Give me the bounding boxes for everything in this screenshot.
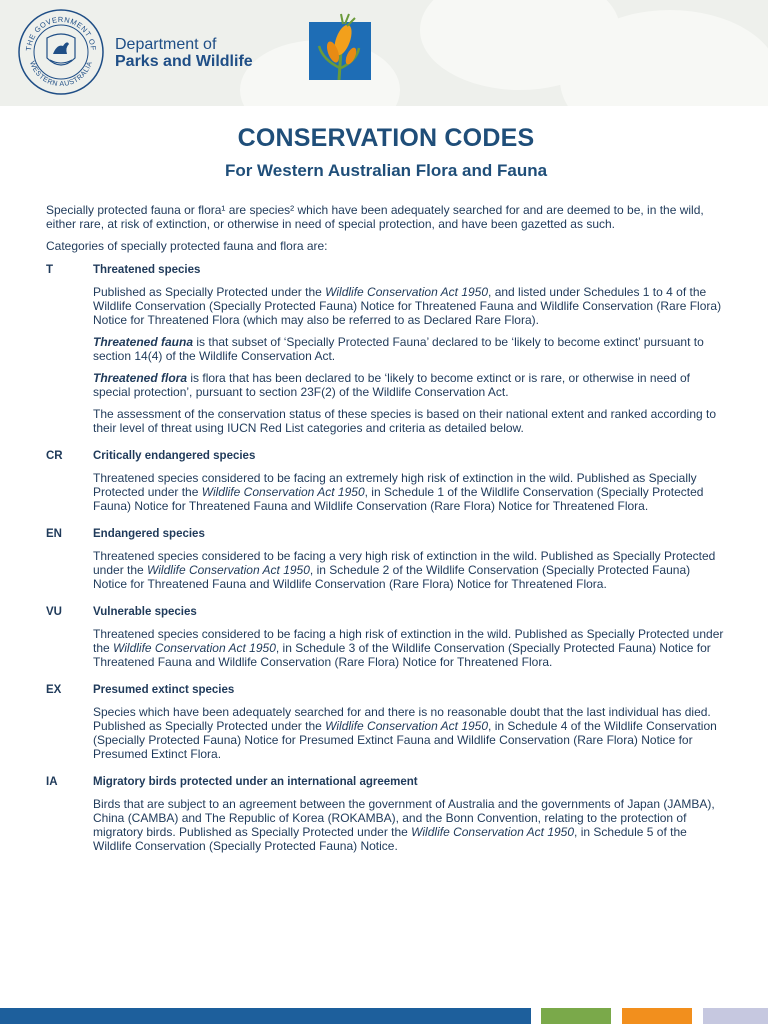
category-body-threatened bbox=[93, 285, 726, 435]
category-paragraph: Threatened flora is flora that has been declared to be ‘likely to become extinct or is rare, or otherwise in need of special protection’, pursuant to section 23F(2) of the Wildlife Conservation Act. bbox=[93, 371, 690, 399]
category-paragraph: Threatened species considered to be facing a very high risk of extinction in the wild. Published as Specially Protected under the Wildlife Conservation Act 1950, in Schedule 2 of the Wildlife Conservation (Specially Protected Fauna) Notice for Threatened Fauna and Wildlife Conservation (Rare Flora) Notice for Threatened Flora. bbox=[93, 549, 716, 591]
category-title: Threatened species bbox=[93, 264, 201, 276]
category-heading-threatened bbox=[46, 264, 726, 276]
document-body bbox=[46, 124, 726, 868]
svg-text:WESTERN AUSTRALIA: WESTERN AUSTRALIA bbox=[27, 60, 94, 89]
department-line-2: Parks and Wildlife bbox=[115, 53, 253, 70]
act-name: Wildlife Conservation Act 1950 bbox=[411, 825, 575, 839]
category-title: Endangered species bbox=[93, 528, 205, 540]
category-code: CR bbox=[46, 450, 63, 462]
act-name: Wildlife Conservation Act 1950 bbox=[325, 285, 489, 299]
category-heading-endangered bbox=[46, 528, 726, 540]
category-paragraph: Published as Specially Protected under the Wildlife Conservation Act 1950, and listed under Schedules 1 to 4 of the Wildlife Conservation (Specially Protected Fauna) Notice for Threatened Fauna and Wildlife Conservation (Rare Flora) Notice for Threatened Flora (which may also be referred to as Declared Rare Flora). bbox=[93, 285, 722, 327]
act-name: Wildlife Conservation Act 1950 bbox=[147, 563, 310, 577]
category-title: Vulnerable species bbox=[93, 606, 197, 618]
defined-term: Threatened flora bbox=[93, 371, 188, 385]
category-heading-vulnerable bbox=[46, 606, 726, 618]
category-code: T bbox=[46, 264, 54, 276]
footer-orange-block bbox=[622, 1008, 692, 1024]
category-title: Migratory birds protected under an international agreement bbox=[93, 776, 418, 788]
category-code: VU bbox=[46, 606, 62, 618]
category-code: IA bbox=[46, 776, 58, 788]
category-paragraph: Threatened species considered to be facing an extremely high risk of extinction in the wild. Published as Specially Protected under the Wildlife Conservation Act 1950, in Schedule 1 of the Wildlife Conservation (Specially Protected Fauna) Notice for Threatened Fauna and Wildlife Conservation (Rare Flora) Notice for Threatened Flora. bbox=[93, 471, 704, 513]
footer-blue-bar bbox=[0, 1008, 531, 1024]
category-title: Presumed extinct species bbox=[93, 684, 235, 696]
footer-lavender-block bbox=[703, 1008, 768, 1024]
category-paragraph: The assessment of the conservation status of these species is based on their national extent and ranked according to their level of threat using IUCN Red List categories and criteria as detailed below. bbox=[93, 407, 717, 435]
category-heading-critically-endangered bbox=[46, 450, 726, 462]
act-name: Wildlife Conservation Act 1950 bbox=[113, 641, 276, 655]
category-paragraph: Threatened fauna is that subset of ‘Specially Protected Fauna’ declared to be ‘likely to become extinct’ pursuant to section 14(4) of the Wildlife Conservation Act. bbox=[93, 335, 704, 363]
category-code: EN bbox=[46, 528, 62, 540]
page-footer bbox=[0, 1008, 768, 1024]
footer-green-block bbox=[541, 1008, 611, 1024]
department-name bbox=[115, 36, 253, 70]
act-name: Wildlife Conservation Act 1950 bbox=[325, 719, 489, 733]
categories-intro: Categories of specially protected fauna and flora are: bbox=[46, 239, 328, 253]
act-name: Wildlife Conservation Act 1950 bbox=[201, 485, 365, 499]
defined-term: Threatened fauna bbox=[93, 335, 194, 349]
category-body-critically-endangered bbox=[93, 471, 726, 513]
category-paragraph: Threatened species considered to be facing a high risk of extinction in the wild. Published as Specially Protected under the Wildlife Conservation Act 1950, in Schedule 3 of the Wildlife Conservation (Specially Protected Fauna) Notice for Threatened Fauna and Wildlife Conservation (Rare Flora) Notice for Threatened Flora. bbox=[93, 627, 724, 669]
category-body-vulnerable bbox=[93, 627, 726, 669]
category-title: Critically endangered species bbox=[93, 450, 256, 462]
department-line-1: Department of bbox=[115, 36, 217, 53]
category-heading-presumed-extinct bbox=[46, 684, 726, 696]
category-body-endangered bbox=[93, 549, 726, 591]
kangaroo-paw-emblem-icon bbox=[309, 10, 371, 80]
svg-text:THE GOVERNMENT OF: THE GOVERNMENT OF bbox=[23, 14, 99, 52]
category-paragraph: Species which have been adequately searched for and there is no reasonable doubt that the last individual has died. Published as Specially Protected under the Wildlife Conservation Act 1950, in Schedule 4 of the Wildlife Conservation (Specially Protected Fauna) Notice for Presumed Extinct Fauna and Wildlife Conservation (Rare Flora) Notice for Presumed Extinct Flora. bbox=[93, 705, 717, 761]
category-code: EX bbox=[46, 684, 62, 696]
page-subtitle: For Western Australian Flora and Fauna bbox=[224, 161, 548, 180]
intro-paragraph: Specially protected fauna or flora¹ are species² which have been adequately searched for and are deemed to be, in the wild, either rare, at risk of extinction, or otherwise in need of special protection, and have been gazetted as such. bbox=[46, 203, 704, 231]
category-body-migratory-birds bbox=[93, 797, 726, 853]
page-title: CONSERVATION CODES bbox=[237, 124, 535, 152]
wa-government-seal-icon bbox=[17, 8, 105, 96]
category-body-presumed-extinct bbox=[93, 705, 726, 761]
category-paragraph: Birds that are subject to an agreement between the government of Australia and the governments of Japan (JAMBA), China (CAMBA) and The Republic of Korea (ROKAMBA), and the Bonn Convention, relating to the protection of migratory birds. Published as Specially Protected under the Wildlife Conservation Act 1950, in Schedule 5 of the Wildlife Conservation (Specially Protected Fauna) Notice. bbox=[93, 797, 715, 853]
category-heading-migratory-birds bbox=[46, 776, 726, 788]
page-header bbox=[0, 0, 768, 106]
